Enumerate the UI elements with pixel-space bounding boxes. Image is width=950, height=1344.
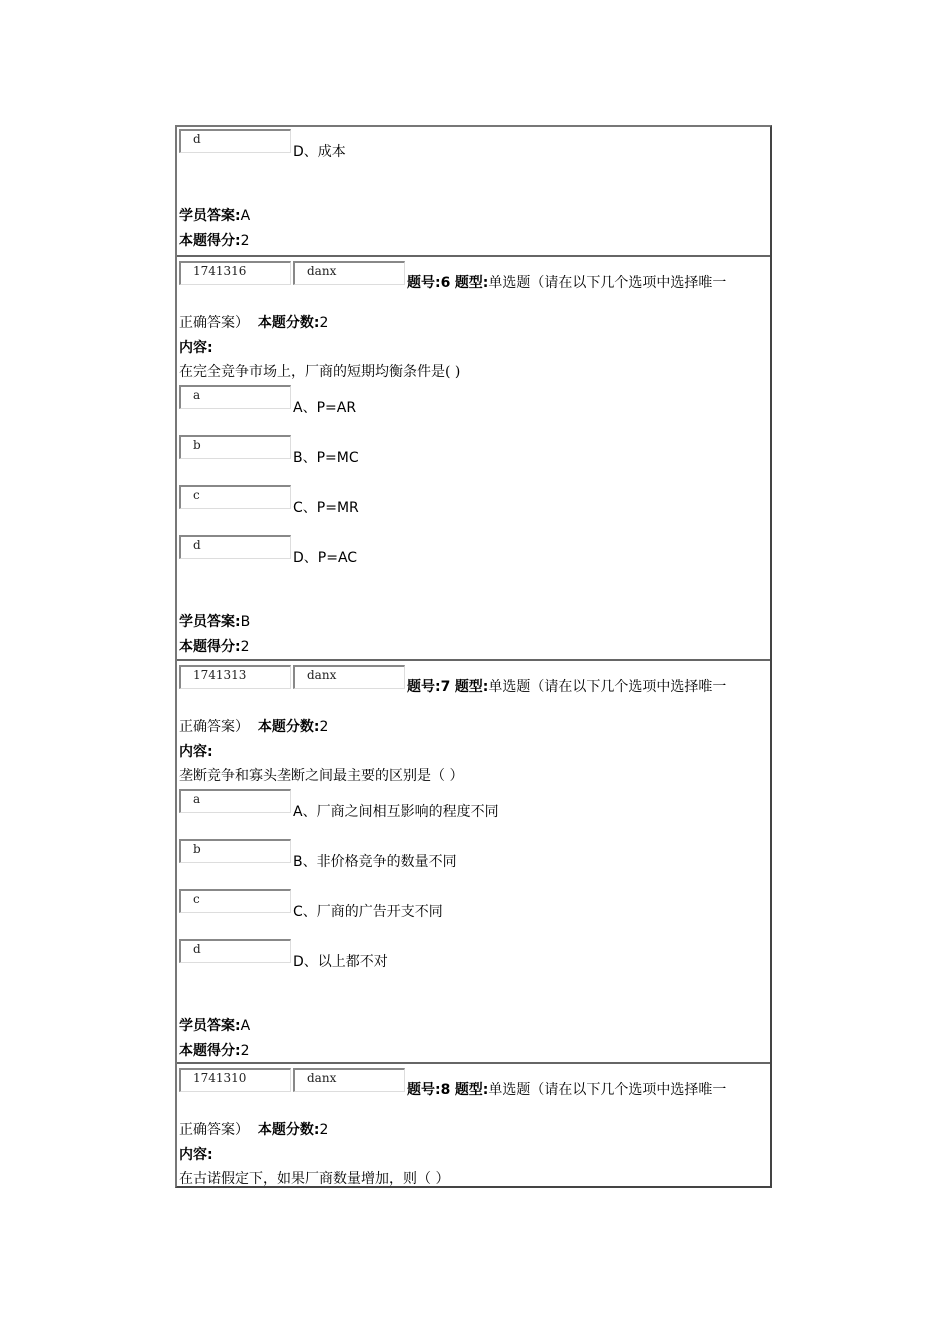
- option-d-input[interactable]: d: [179, 939, 291, 963]
- question-id-field[interactable]: 1741316: [179, 261, 291, 285]
- option-b-label: B、非价格竞争的数量不同: [293, 854, 457, 870]
- question-header: 题号:7 题型:单选题（请在以下几个选项中选择唯一: [407, 679, 727, 695]
- content-label: 内容:: [179, 744, 213, 760]
- option-c-label: C、P=MR: [293, 500, 359, 516]
- content-label: 内容:: [179, 340, 213, 356]
- option-b-input[interactable]: b: [179, 435, 291, 459]
- question-header-cont: 正确答案） 本题分数:2: [179, 315, 329, 331]
- question-header-cont: 正确答案） 本题分数:2: [179, 1122, 329, 1138]
- option-d-input[interactable]: d: [179, 129, 291, 153]
- option-c-input[interactable]: c: [179, 485, 291, 509]
- question-list: [175, 125, 772, 1188]
- option-a-input[interactable]: a: [179, 789, 291, 813]
- question-header: 题号:6 题型:单选题（请在以下几个选项中选择唯一: [407, 275, 727, 291]
- question-5-tail: [177, 127, 770, 255]
- option-a-label: A、P=AR: [293, 400, 357, 416]
- question-header: 题号:8 题型:单选题（请在以下几个选项中选择唯一: [407, 1082, 727, 1098]
- question-id-field[interactable]: 1741313: [179, 665, 291, 689]
- question-type-code-field[interactable]: danx: [293, 261, 405, 285]
- question-text: 在完全竞争市场上，厂商的短期均衡条件是( ): [179, 364, 461, 380]
- question-score: 本题得分:2: [179, 1043, 250, 1059]
- question-text: 在古诺假定下，如果厂商数量增加，则（ ）: [179, 1171, 450, 1187]
- question-7: [177, 659, 770, 1063]
- student-answer: 学员答案:A: [179, 1018, 251, 1034]
- question-id-field[interactable]: 1741310: [179, 1068, 291, 1092]
- content-label: 内容:: [179, 1147, 213, 1163]
- question-8: [177, 1062, 770, 1188]
- option-c-label: C、厂商的广告开支不同: [293, 904, 443, 920]
- option-d-input[interactable]: d: [179, 535, 291, 559]
- question-header-cont: 正确答案） 本题分数:2: [179, 719, 329, 735]
- option-c-input[interactable]: c: [179, 889, 291, 913]
- option-b-label: B、P=MC: [293, 450, 359, 466]
- option-d-label: D、以上都不对: [293, 954, 388, 970]
- question-text: 垄断竞争和寡头垄断之间最主要的区别是（ ）: [179, 768, 464, 784]
- option-d-label: D、成本: [293, 144, 346, 160]
- option-d-label: D、P=AC: [293, 550, 358, 566]
- student-answer: 学员答案:A: [179, 208, 251, 224]
- question-score: 本题得分:2: [179, 233, 250, 249]
- question-6: [177, 255, 770, 659]
- option-a-input[interactable]: a: [179, 385, 291, 409]
- option-b-input[interactable]: b: [179, 839, 291, 863]
- student-answer: 学员答案:B: [179, 614, 251, 630]
- question-type-code-field[interactable]: danx: [293, 1068, 405, 1092]
- question-score: 本题得分:2: [179, 639, 250, 655]
- option-a-label: A、厂商之间相互影响的程度不同: [293, 804, 499, 820]
- question-type-code-field[interactable]: danx: [293, 665, 405, 689]
